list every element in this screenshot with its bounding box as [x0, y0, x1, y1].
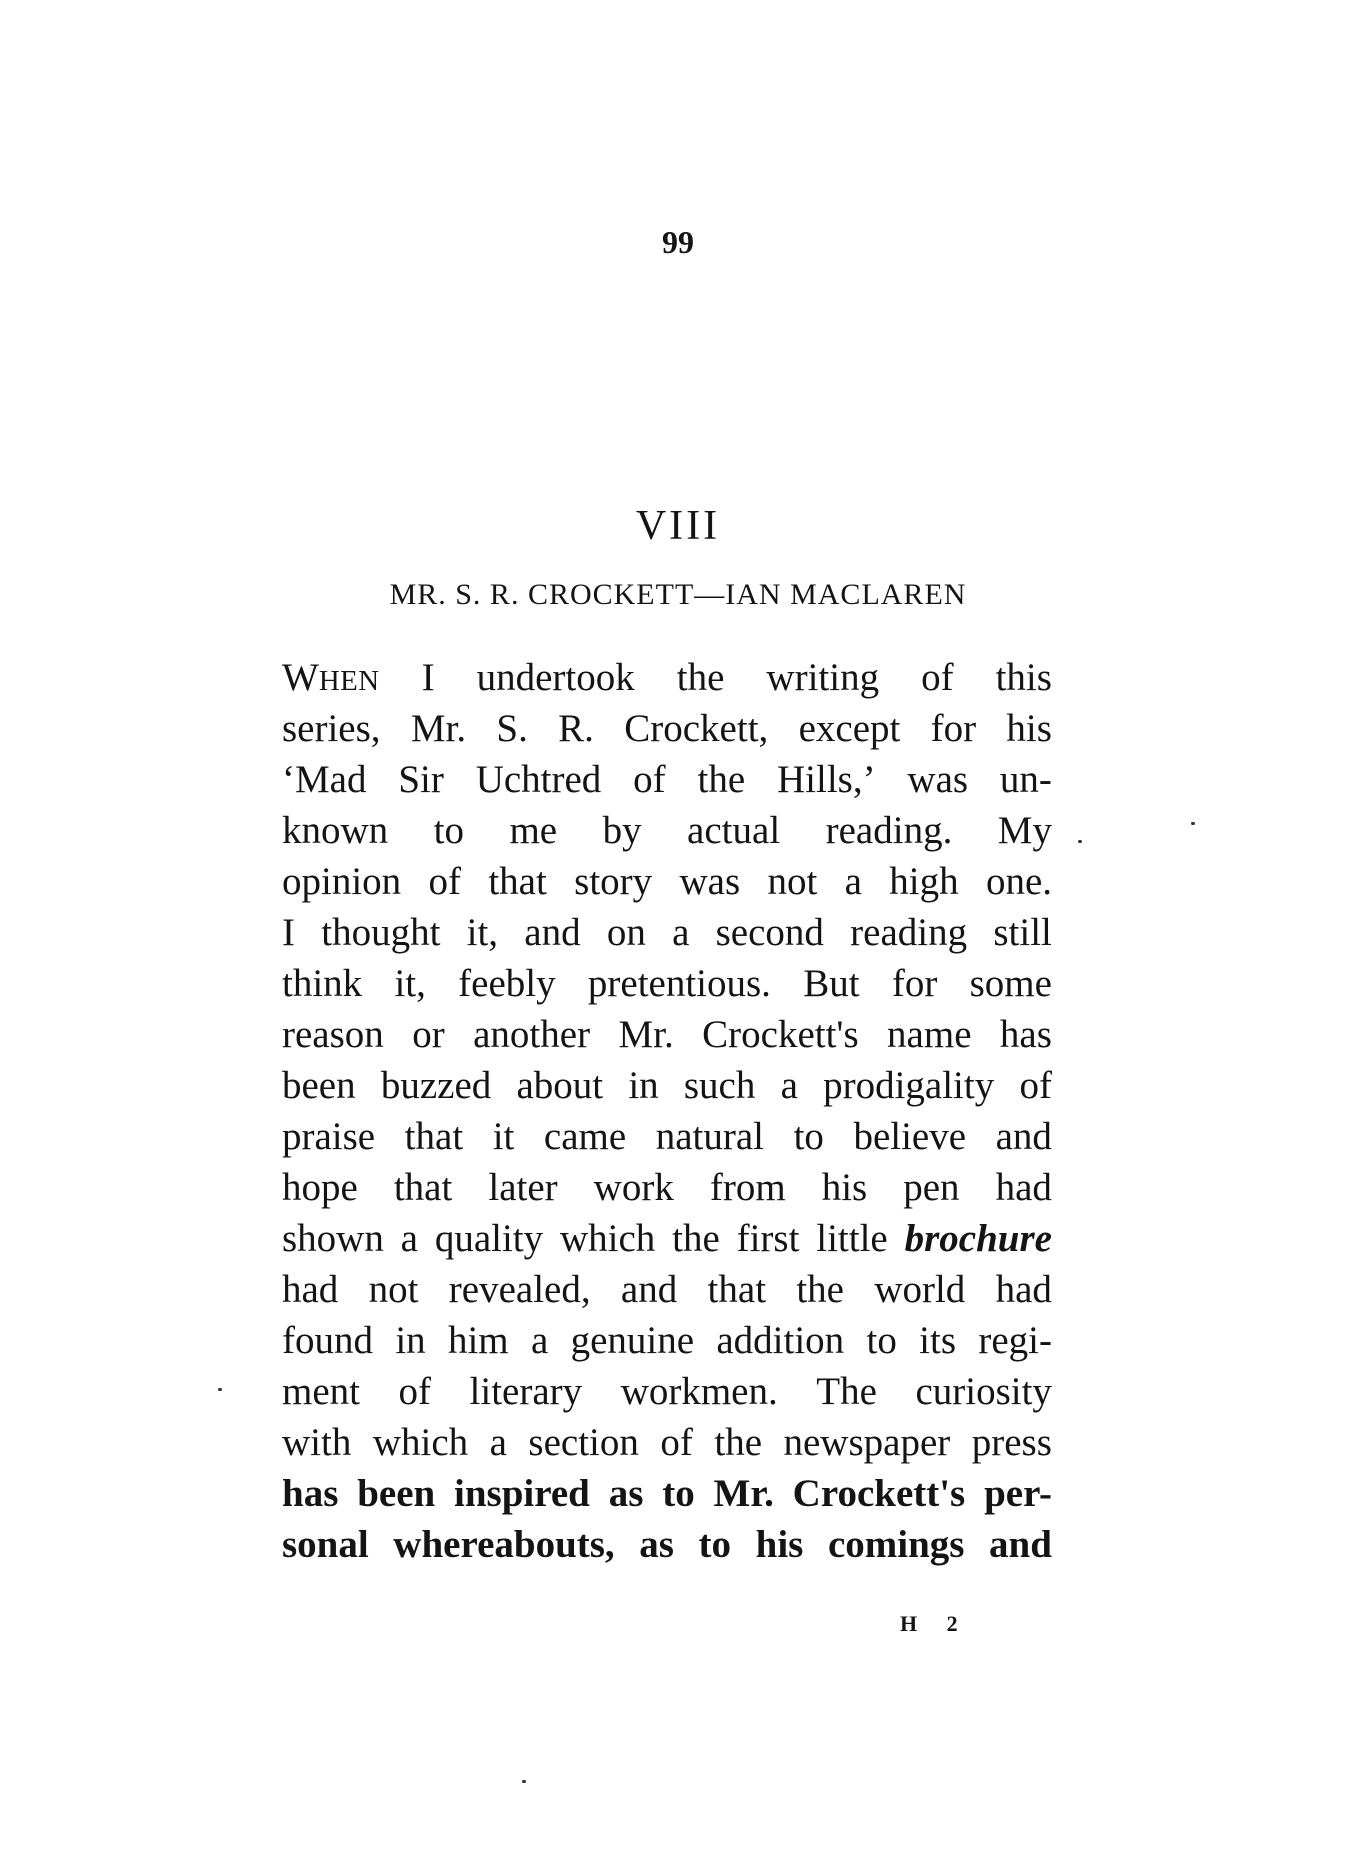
- word: of: [398, 1370, 432, 1413]
- word: as: [639, 1523, 674, 1566]
- word: undertook: [476, 656, 635, 699]
- word: reading.: [825, 809, 953, 852]
- word: pretentious.: [587, 962, 771, 1005]
- word: to: [698, 1523, 732, 1566]
- word: from: [709, 1166, 786, 1209]
- word: work: [593, 1166, 674, 1209]
- word: and: [524, 911, 581, 954]
- text-line: [282, 1315, 1052, 1366]
- word: prodigality: [823, 1064, 995, 1107]
- text-line: [282, 958, 1052, 1009]
- word: section: [528, 1421, 639, 1464]
- word: not: [368, 1268, 419, 1311]
- word: feebly: [458, 962, 556, 1005]
- word: of: [1019, 1064, 1052, 1107]
- word: not: [767, 860, 818, 903]
- word: actual: [687, 809, 781, 852]
- word: Hills,’: [776, 758, 876, 801]
- text-line: [282, 907, 1052, 958]
- word: second: [715, 911, 824, 954]
- text-line: [282, 1468, 1052, 1519]
- word: newspaper: [783, 1421, 951, 1464]
- text-line: [282, 1162, 1052, 1213]
- word: the: [676, 656, 725, 699]
- word: and: [995, 1115, 1052, 1158]
- print-speck: [1191, 822, 1195, 825]
- word: and: [620, 1268, 678, 1311]
- word: was: [679, 860, 741, 903]
- word: press: [971, 1421, 1052, 1464]
- word: Sir: [398, 758, 444, 801]
- word: comings: [827, 1523, 965, 1566]
- word: for: [891, 962, 938, 1005]
- word: a: [844, 860, 862, 903]
- word: another: [473, 1013, 591, 1056]
- word: been: [282, 1064, 356, 1107]
- word: was: [907, 758, 969, 801]
- word: quality: [434, 1217, 544, 1260]
- word: on: [606, 911, 646, 954]
- word: think: [282, 962, 363, 1005]
- word: I: [282, 911, 295, 954]
- word: world: [874, 1268, 966, 1311]
- word: it,: [394, 962, 426, 1005]
- word: Crockett's: [792, 1472, 966, 1515]
- word: the: [714, 1421, 763, 1464]
- word: still: [993, 911, 1052, 954]
- word: it: [492, 1115, 515, 1158]
- text-line: [282, 856, 1052, 907]
- word: about: [516, 1064, 604, 1107]
- print-speck: [218, 1388, 222, 1391]
- body-text: [282, 652, 1052, 1570]
- word: genuine: [570, 1319, 695, 1362]
- word: But: [803, 962, 860, 1005]
- word: addition: [716, 1319, 845, 1362]
- word: I: [421, 656, 435, 699]
- word: opinion: [282, 860, 402, 903]
- word: his: [821, 1166, 868, 1209]
- word: story: [574, 860, 653, 903]
- signature-mark: H 2: [900, 1611, 970, 1636]
- word: been: [357, 1472, 436, 1515]
- word: curiosity: [915, 1370, 1052, 1413]
- word: Mr.: [618, 1013, 674, 1056]
- text-line: [282, 1111, 1052, 1162]
- word: thought: [321, 911, 441, 954]
- word: found: [282, 1319, 373, 1362]
- word: R.: [558, 707, 594, 750]
- word: to: [433, 809, 464, 852]
- word: little: [816, 1217, 888, 1260]
- word: to: [866, 1319, 897, 1362]
- word: the: [672, 1217, 720, 1260]
- word: regi-: [978, 1319, 1052, 1362]
- word: reading: [850, 911, 968, 954]
- print-speck: [1078, 840, 1082, 843]
- word: buzzed: [380, 1064, 492, 1107]
- word: and: [989, 1523, 1052, 1566]
- word: his: [1006, 707, 1052, 750]
- word: him: [447, 1319, 509, 1362]
- word: Mr.: [410, 707, 467, 750]
- word: has: [999, 1013, 1052, 1056]
- word: shown: [282, 1217, 384, 1260]
- word: pen: [903, 1166, 960, 1209]
- word: to: [793, 1115, 824, 1158]
- word: a: [672, 911, 690, 954]
- word: in: [628, 1064, 659, 1107]
- word: its: [919, 1319, 957, 1362]
- word: which: [559, 1217, 656, 1260]
- word: writing: [766, 656, 880, 699]
- word: sonal: [282, 1523, 369, 1566]
- word: Crockett's: [702, 1013, 859, 1056]
- word: with: [282, 1421, 352, 1464]
- page-number: 99: [662, 224, 694, 260]
- word: first: [736, 1217, 800, 1260]
- word: brochure: [904, 1217, 1052, 1260]
- word: un-: [999, 758, 1052, 801]
- word: whereabouts,: [393, 1523, 615, 1566]
- word: The: [816, 1370, 877, 1413]
- word: except: [798, 707, 901, 750]
- word: revealed,: [448, 1268, 591, 1311]
- word: Crockett,: [624, 707, 769, 750]
- word: inspired: [454, 1472, 590, 1515]
- word: had: [995, 1268, 1052, 1311]
- word: of: [660, 1421, 693, 1464]
- word: that: [707, 1268, 767, 1311]
- word: a: [489, 1421, 507, 1464]
- word: that: [393, 1166, 453, 1209]
- word: hope: [282, 1166, 358, 1209]
- word: known: [282, 809, 389, 852]
- word: his: [755, 1523, 804, 1566]
- word: such: [683, 1064, 756, 1107]
- word: praise: [282, 1115, 376, 1158]
- word: per-: [984, 1472, 1052, 1515]
- word: that: [404, 1115, 464, 1158]
- word: the: [697, 758, 746, 801]
- chapter-number: VIII: [635, 503, 721, 549]
- text-line: [282, 1366, 1052, 1417]
- word: a: [400, 1217, 418, 1260]
- word: had: [282, 1268, 339, 1311]
- word: some: [969, 962, 1052, 1005]
- word: WHEN: [282, 656, 380, 699]
- text-line: [282, 1264, 1052, 1315]
- chapter-title: MR. S. R. CROCKETT—IAN MACLAREN: [389, 578, 967, 611]
- word: a: [530, 1319, 549, 1362]
- word: workmen.: [620, 1370, 778, 1413]
- word: of: [921, 656, 954, 699]
- word: a: [780, 1064, 798, 1107]
- text-line: [282, 1213, 1052, 1264]
- word: for: [930, 707, 977, 750]
- text-line: [282, 1519, 1052, 1570]
- word: My: [997, 809, 1052, 852]
- word: Mr.: [713, 1472, 774, 1515]
- word: came: [543, 1115, 627, 1158]
- word: which: [372, 1421, 469, 1464]
- text-line: [282, 1417, 1052, 1468]
- word: in: [395, 1319, 426, 1362]
- word: series,: [282, 707, 381, 750]
- text-line: [282, 652, 1052, 703]
- word: natural: [655, 1115, 765, 1158]
- word: it,: [466, 911, 499, 954]
- word: had: [995, 1166, 1052, 1209]
- word: later: [488, 1166, 558, 1209]
- word: as: [608, 1472, 644, 1515]
- word: of: [428, 860, 461, 903]
- word: by: [602, 809, 642, 852]
- word: or: [412, 1013, 445, 1056]
- word: has: [282, 1472, 339, 1515]
- text-line: [282, 1009, 1052, 1060]
- word: ment: [282, 1370, 360, 1413]
- word: to: [662, 1472, 695, 1515]
- word: that: [488, 860, 547, 903]
- word: of: [633, 758, 666, 801]
- text-line: [282, 754, 1052, 805]
- text-line: [282, 805, 1052, 856]
- word: S.: [496, 707, 528, 750]
- word: the: [796, 1268, 844, 1311]
- word: reason: [282, 1013, 384, 1056]
- word: Uchtred: [475, 758, 602, 801]
- word: me: [509, 809, 558, 852]
- word: high: [889, 860, 959, 903]
- print-speck: [522, 1780, 526, 1783]
- text-line: [282, 703, 1052, 754]
- word: name: [887, 1013, 972, 1056]
- text-line: [282, 1060, 1052, 1111]
- word: ‘Mad: [282, 758, 367, 801]
- word: literary: [469, 1370, 583, 1413]
- word: one.: [985, 860, 1052, 903]
- word: believe: [853, 1115, 967, 1158]
- word: this: [995, 656, 1052, 699]
